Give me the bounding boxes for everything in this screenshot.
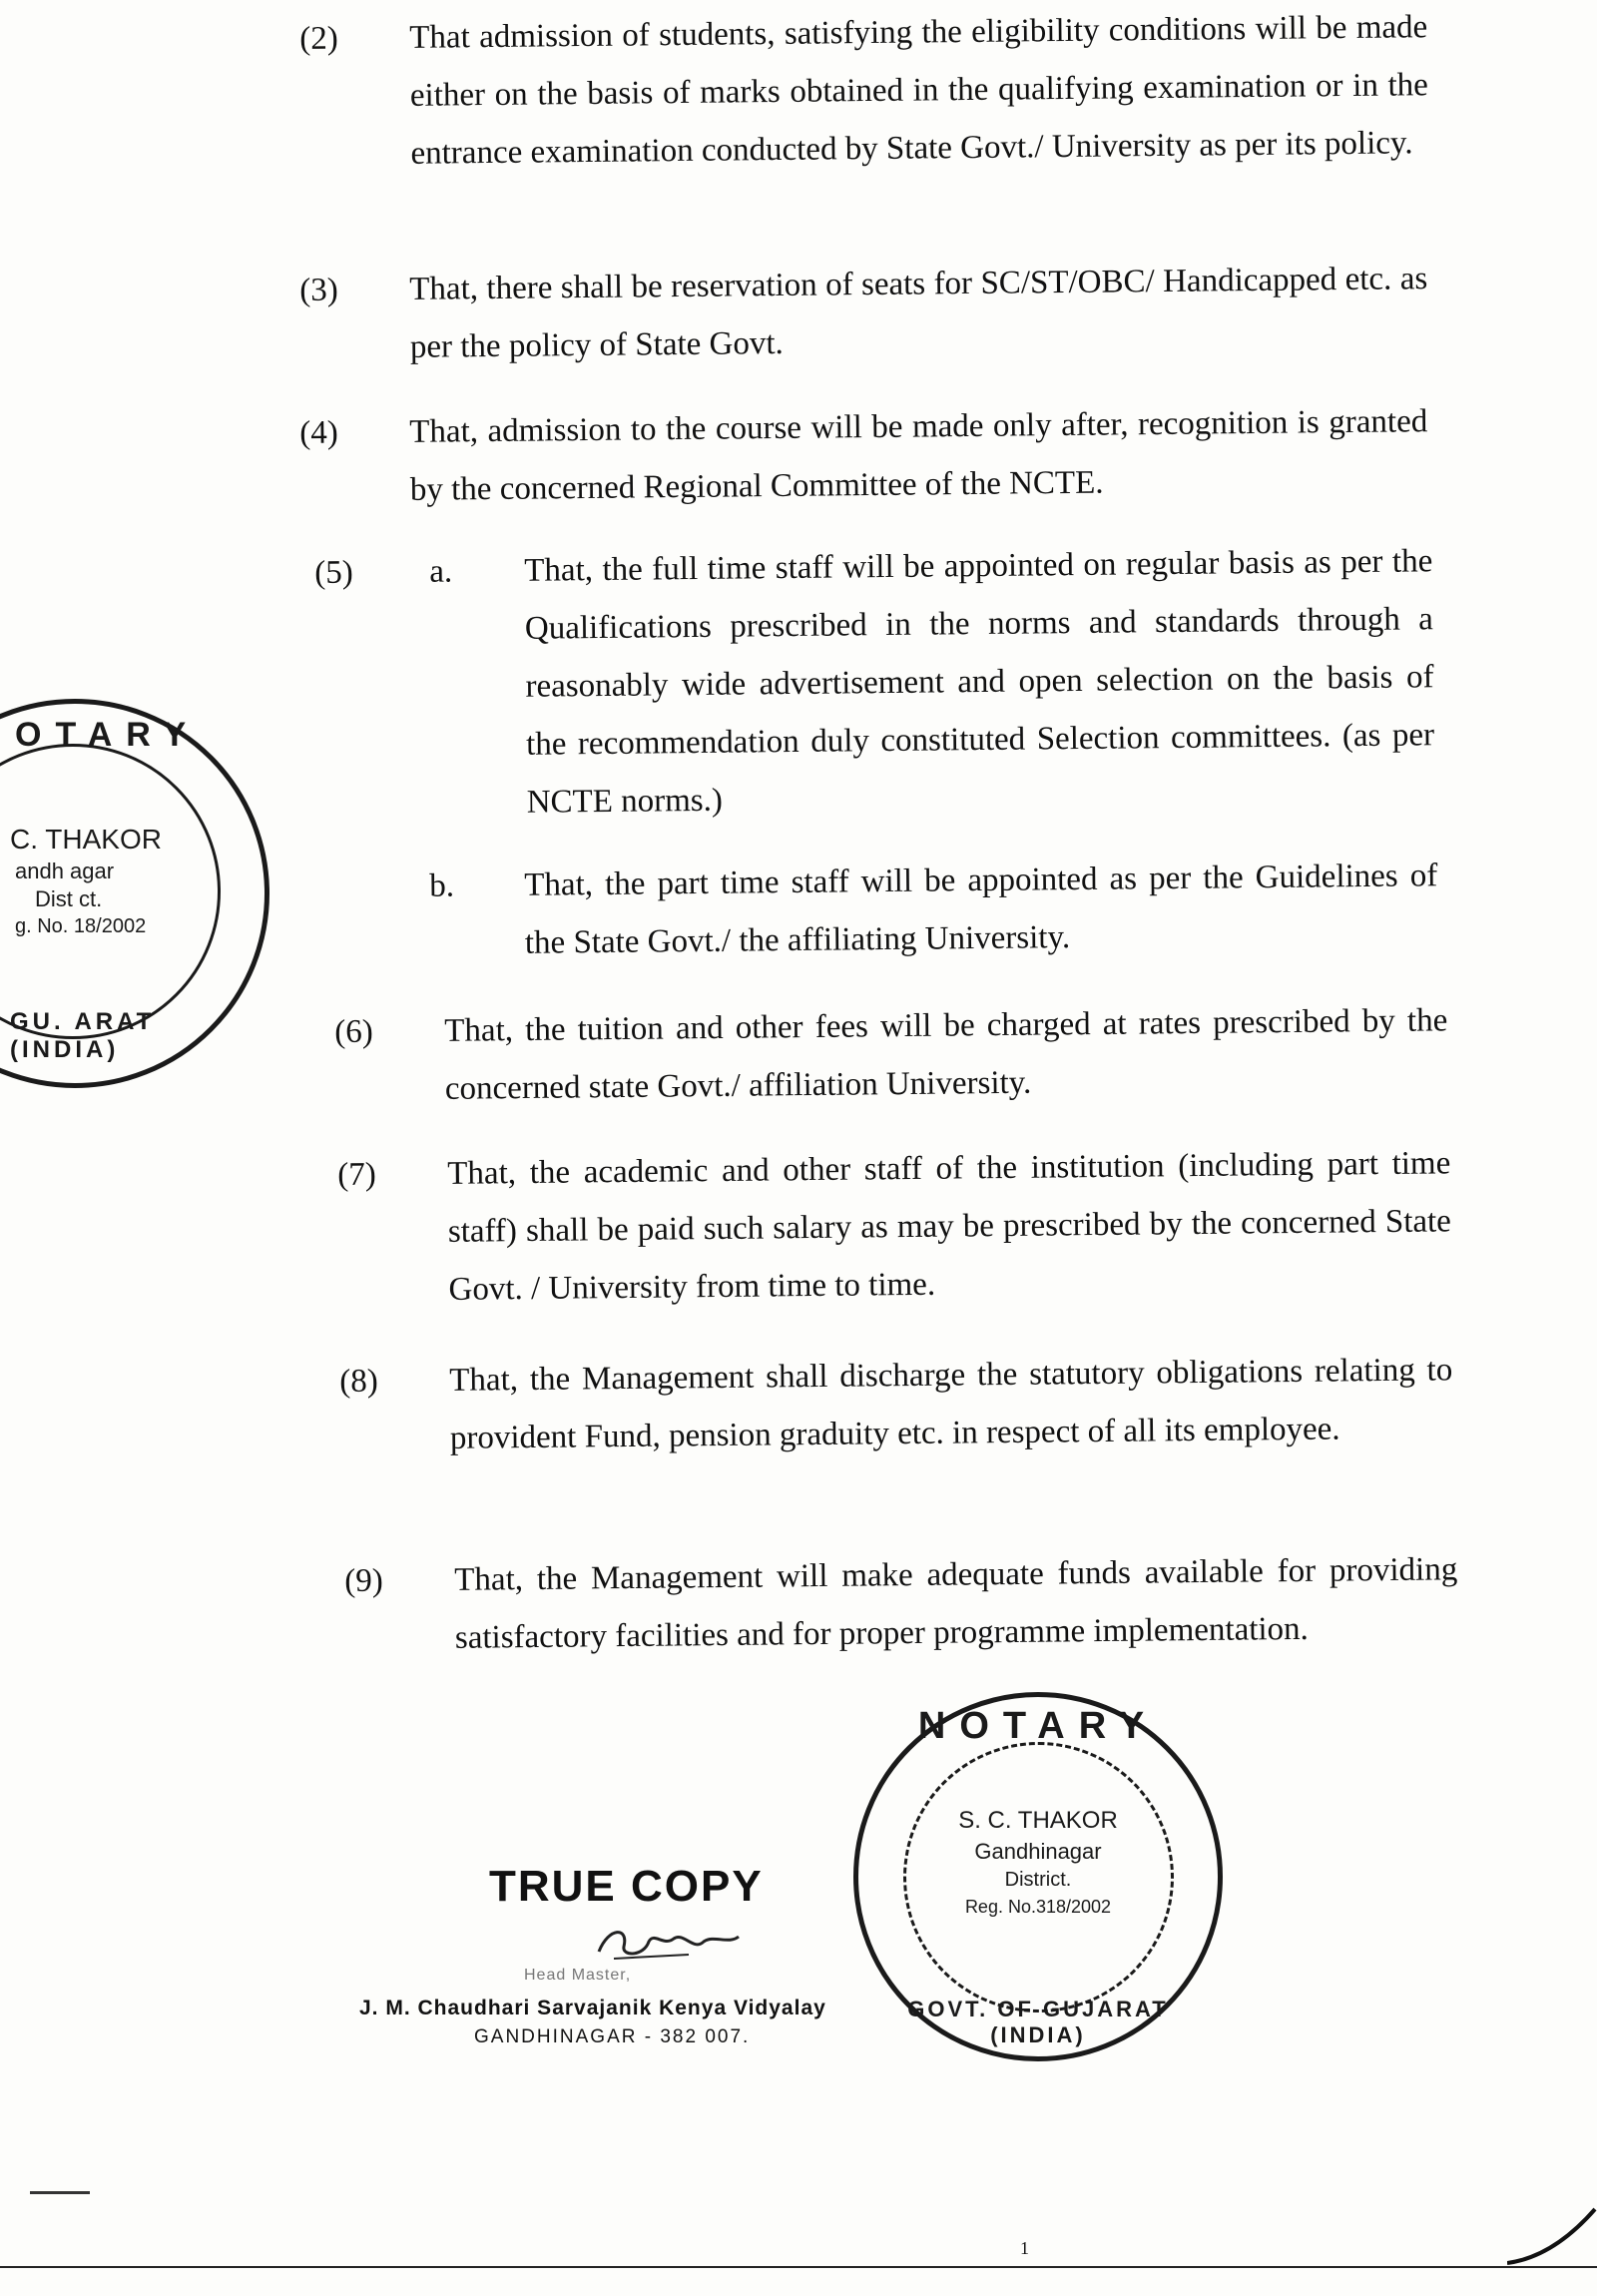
clause-text: That, there shall be reservation of seats for SC/ST/OBC/ Handicapped etc. as per the policy of State Govt. — [409, 261, 1428, 365]
stamp-district: District. — [1004, 1869, 1072, 1891]
stamp-city: andh agar — [15, 859, 115, 883]
clause-number: (6) — [334, 1013, 373, 1050]
clause-text: That, the full time staff will be appointed on regular basis as per the Qualifications prescribed in the norms and standards through a reasonably wide advertisement and open selection on the basis of the recommendation duly constituted Selection committees. (as per NCTE norms.) — [524, 543, 1435, 821]
clause-6 — [334, 991, 1448, 1119]
clause-5a — [314, 532, 1435, 834]
school-city: GANDHINAGAR - 382 007. — [474, 2026, 751, 2047]
page-mark: 1 — [1020, 2238, 1029, 2258]
corner-curl-mark — [1507, 2201, 1597, 2271]
clause-7 — [337, 1134, 1452, 1320]
clause-2 — [299, 0, 1429, 242]
clause-text: That admission of students, satisfying the eligibility conditions will be made either on the basis of marks obtained in the qualifying examination or in the entrance examination conducted by State Govt./ University as per its policy. — [409, 9, 1429, 172]
clause-text: That, the Management shall discharge the statutory obligations relating to provident Fund, pension graduity etc. in respect of all its employee. — [449, 1352, 1453, 1456]
clause-number: (7) — [337, 1156, 376, 1193]
clause-text: That, the tuition and other fees will be charged at rates prescribed by the concerned state Govt./ affiliation University. — [444, 1002, 1448, 1107]
clause-number: (5) — [314, 554, 353, 591]
stamp-name: C. THAKOR — [10, 824, 162, 855]
clause-number: (3) — [299, 272, 338, 308]
clause-text: That, admission to the course will be made only after, recognition is granted by the concerned Regional Committee of the NCTE. — [409, 403, 1428, 508]
clause-4 — [299, 392, 1428, 520]
true-copy-stamp: TRUE COPY — [489, 1862, 764, 1911]
stamp-ring-bottom-text: GU. ARAT (INDIA) — [10, 1008, 156, 1063]
margin-mark — [30, 2191, 90, 2194]
sub-clause-letter: b. — [429, 867, 455, 904]
clause-text: That, the academic and other staff of the institution (including part time staff) shall be paid such salary as may be prescribed by the concerned State Govt. / University from time to time. — [447, 1145, 1452, 1308]
clause-8 — [339, 1341, 1454, 1526]
clause-text: That, the Management will make adequate funds available for providing satisfactory facilities and for proper programme implementation. — [454, 1551, 1458, 1656]
clause-9 — [344, 1540, 1459, 1726]
stamp-ring-bottom-text: GOVT. OF GUJARAT (INDIA) — [907, 1997, 1169, 2047]
school-name: J. M. Chaudhari Sarvajanik Kenya Vidyalay — [359, 1997, 826, 2019]
stamp-city: Gandhinagar — [974, 1839, 1102, 1864]
clause-number: (9) — [344, 1562, 383, 1599]
clause-number: (8) — [339, 1363, 378, 1400]
clause-5b — [314, 847, 1438, 974]
stamp-name: S. C. THAKOR — [958, 1807, 1118, 1834]
clause-number: (4) — [299, 414, 338, 451]
stamp-ring-top-text: NOTARY — [917, 1705, 1159, 1747]
footer-rule — [0, 2266, 1597, 2268]
stamp-ring-top-text: OTARY — [15, 716, 201, 754]
left-notary-stamp — [0, 699, 269, 1088]
sub-clause-letter: a. — [429, 553, 453, 590]
designation-text: Head Master, — [524, 1967, 632, 1984]
clause-text: That, the part time staff will be appointed as per the Guidelines of the State Govt./ the affiliating University. — [524, 858, 1438, 961]
stamp-district: Dist ct. — [35, 886, 103, 911]
clause-number: (2) — [299, 20, 338, 57]
right-notary-stamp — [853, 1692, 1223, 2061]
clause-3 — [299, 250, 1428, 377]
stamp-reg-number: g. No. 18/2002 — [15, 915, 147, 937]
stamp-reg-number: Reg. No.318/2002 — [964, 1897, 1112, 1917]
signature-mark — [594, 1917, 744, 1967]
